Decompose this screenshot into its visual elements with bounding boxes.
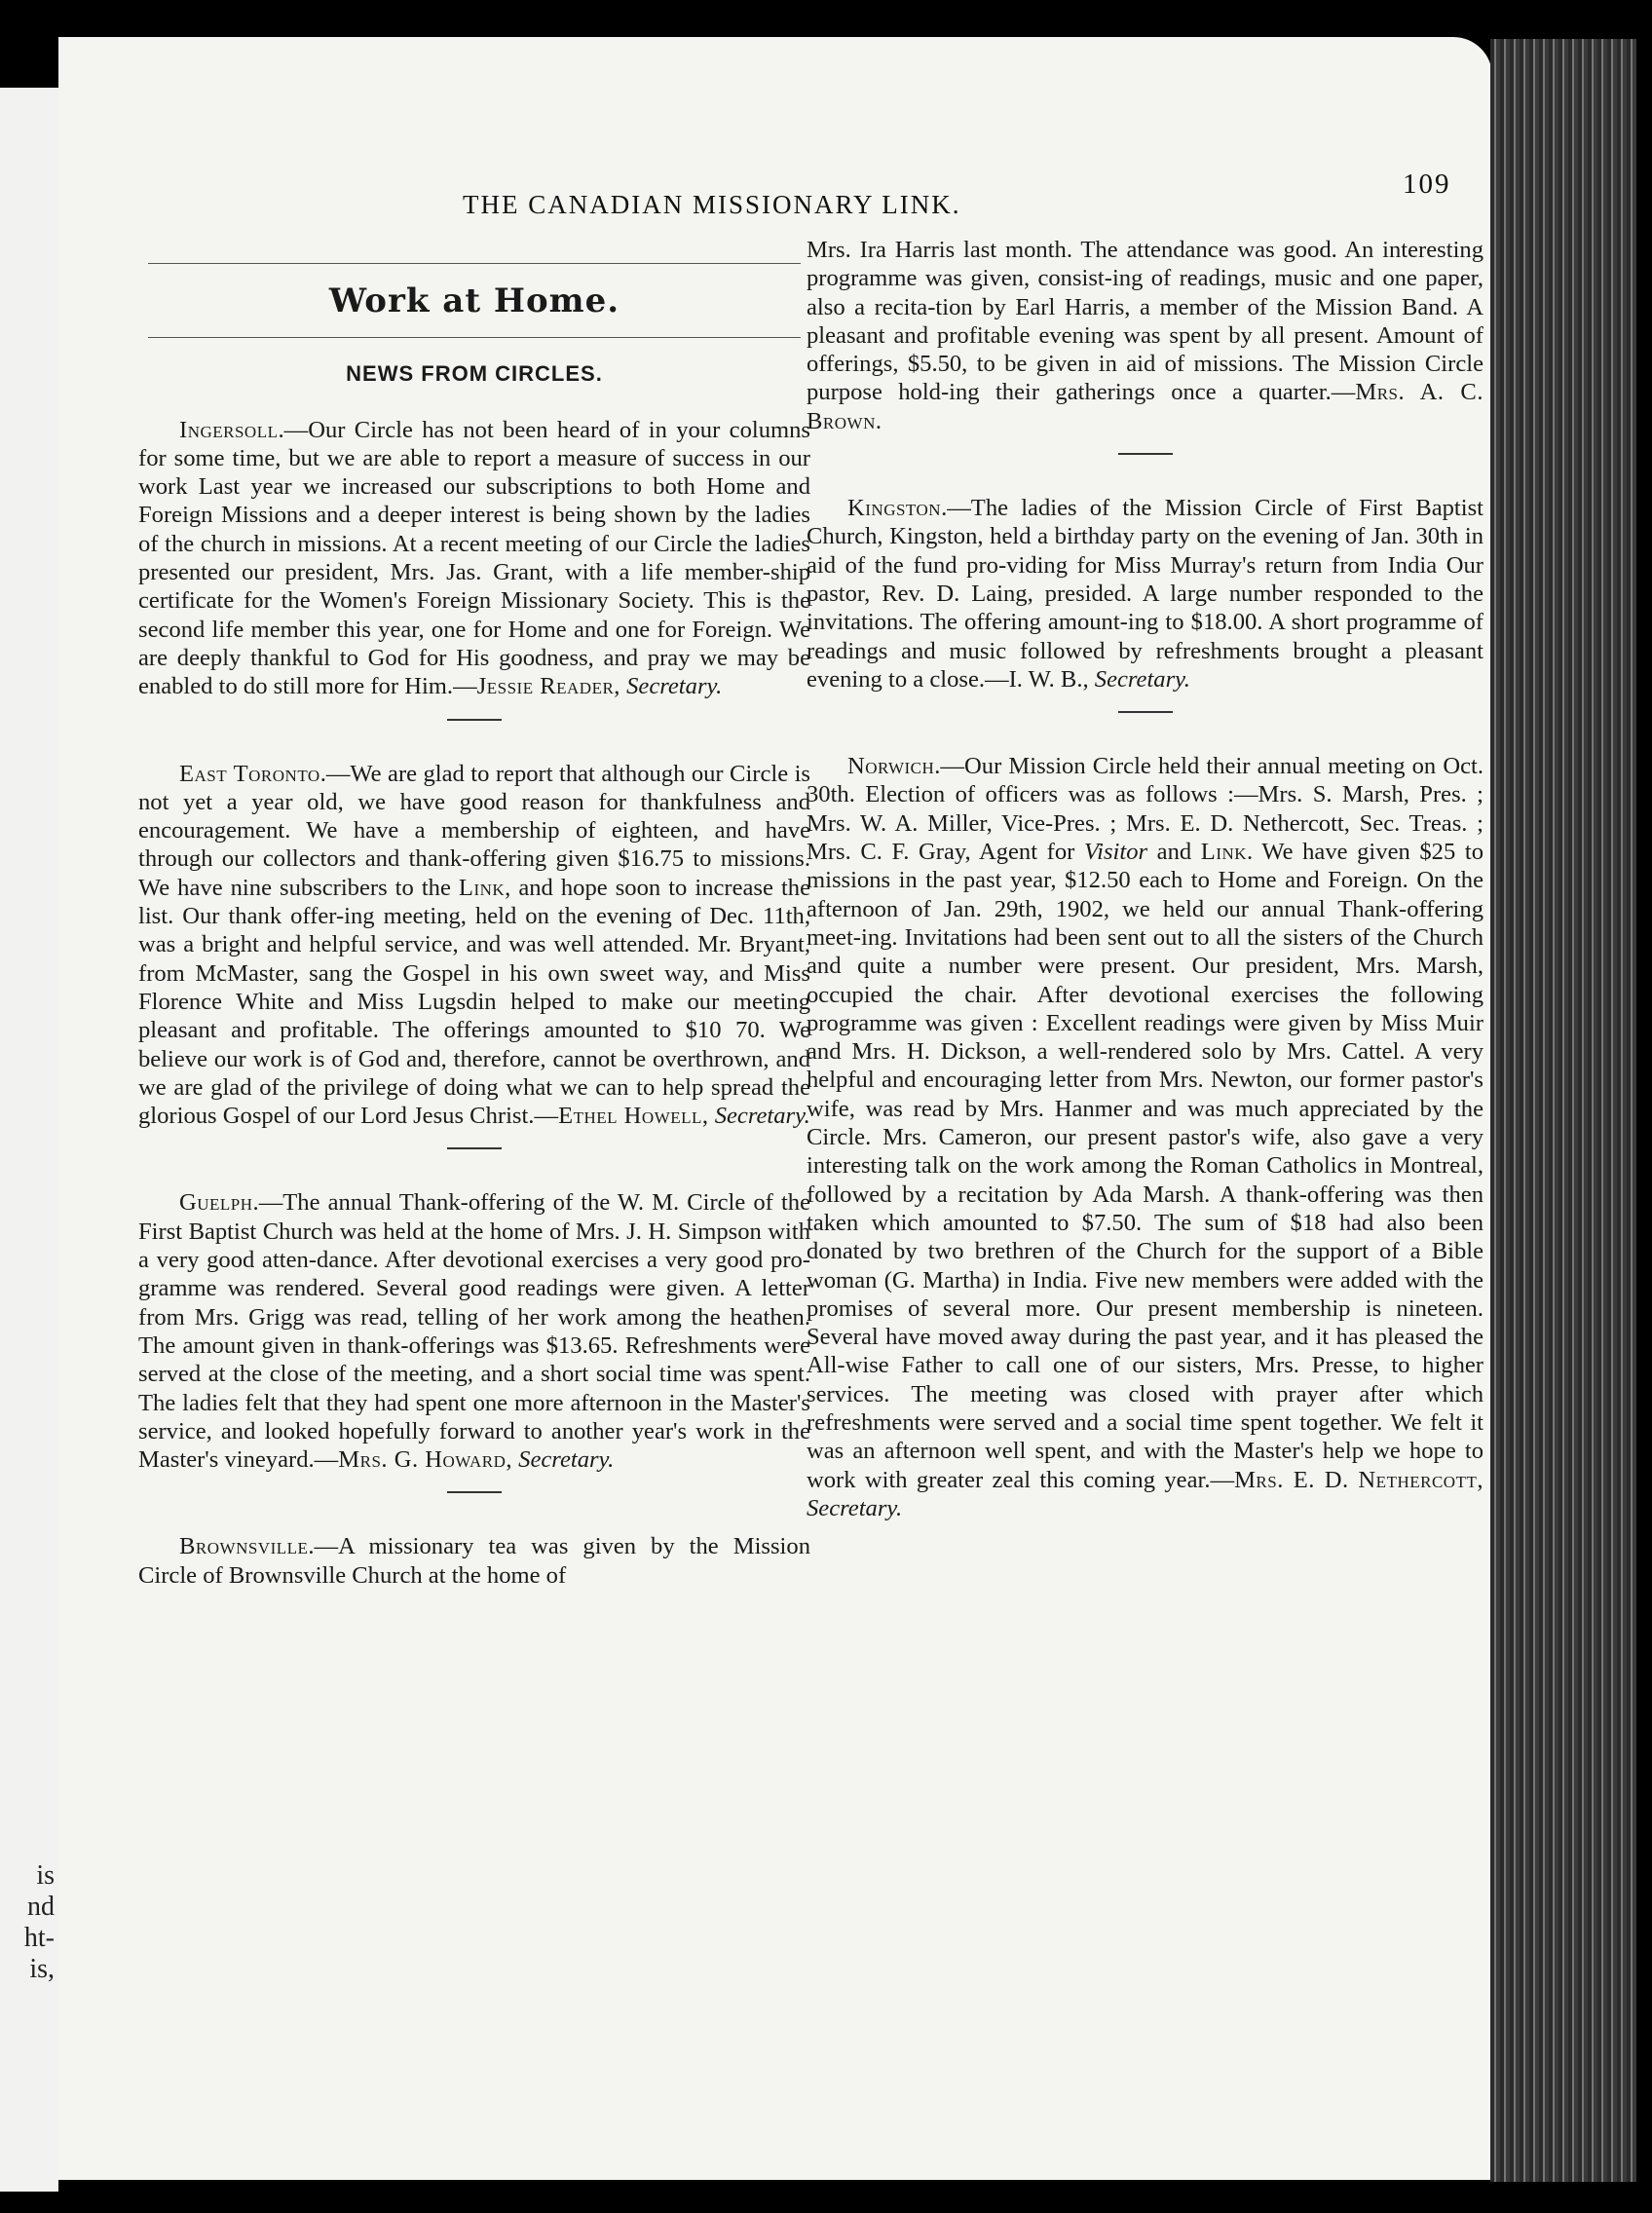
article-brownsville-cont xyxy=(807,236,1483,435)
divider xyxy=(148,337,801,338)
article-norwich xyxy=(807,752,1483,1522)
separator xyxy=(447,1491,502,1493)
left-column xyxy=(138,255,810,1590)
margin-fragment: ht- xyxy=(23,1923,55,1953)
article-body: .—Our Mission Circle held their annual meeting on Oct. 30th. Election of officers was as follows :—Mrs. S. Marsh, Pres. ; Mrs. W. A. Miller, Vice-Pres. ; Mrs. E. D. Nethercott, Sec. Treas. ; Mrs. C. F. Gray, Agent for xyxy=(807,753,1483,866)
place-name: Ingersoll xyxy=(179,416,279,443)
article-body: .—We are glad to report that although our Circle is not yet a year old, we have good reason for thankfulness and encouragement. We have a membership of eighteen, and have through our collectors and thank-offering given $16.75 to missions. We have nine subscribers to the xyxy=(138,760,810,901)
signer-role: Secretary. xyxy=(518,1446,615,1474)
separator xyxy=(447,719,502,721)
article-body: . We have given $25 to missions in the past year, $12.50 each to Home and Foreign. On the afternoon of Jan. 29th, 1902, we held our annual Thank-offering meet-ing. Invitations had been sent out to all the sisters of the Church and quite a number were present. Our president, Mrs. Marsh, occupied the chair. After devotional exercises the following programme was given : Excellent readings were given by Miss Muir and Mrs. H. Dickson, a well-rendered solo by Mrs. Cattel. A very helpful and encouraging letter from Mrs. Newton, our former pastor's wife, was read by Mrs. Hanmer and was much appreciated by the Circle. Mrs. Cameron, our present pastor's wife, also gave a very interesting talk on the work among the Roman Catholics in Montreal, followed by a recitation by Ada Marsh. A thank-offering was then taken which amounted to $7.50. The sum of $18 had also been donated by two brethren of the Church for the support of a Bible woman (G. Martha) in India. Five new members were added with the promises of several more. Our present membership is nineteen. Several have moved away during the past year, and it has pleased the All-wise Father to call one of our sisters, Mrs. Presse, to higher services. The meeting was closed with prayer after which refreshments were served and a social time spent together. We felt it was an afternoon well spent, and with the Master's help we hope to work with greater zeal this coming year.— xyxy=(807,839,1483,1493)
signer-role: Secretary. xyxy=(714,1103,810,1130)
page-number: 109 xyxy=(1403,169,1451,200)
link-word: Link xyxy=(1200,839,1248,866)
margin-fragment: is xyxy=(36,1860,55,1891)
signer: Ethel Howell, xyxy=(558,1103,709,1130)
place-name: Guelph xyxy=(179,1189,253,1217)
visitor-word: Visitor xyxy=(1083,839,1148,866)
signer-role: Secretary. xyxy=(807,1494,903,1521)
place-name: East Toronto xyxy=(179,760,320,787)
article-kingston xyxy=(807,494,1483,694)
article-body: .—Our Circle has not been heard of in your columns for some time, but we are able to report a measure of success in our work Last year we increased our subscriptions to both Home and Foreign Missions and a deeper interest is being shown by the ladies of the church in missions. At a recent meeting of our Circle the ladies presented our president, Mrs. Jas. Grant, with a life member-ship certificate for the Women's Foreign Missionary Society. This is the second life member this year, one for Home and one for Foreign. We are deeply thankful to God for His goodness, and pray we may be enabled to do still more for Him.— xyxy=(138,416,810,700)
signer-role: Secretary. xyxy=(626,673,723,700)
article-body: , and hope soon to increase the list. Our thank offer-ing meeting, held on the evening of Dec. 11th, was a bright and helpful service, and was well attended. Mr. Bryant, from McMaster, sang the Gospel in his own sweet way, and Miss Florence White and Miss Lugsdin helped to make our meeting pleasant and profitable. The offerings amounted to $10 70. We believe our work is of God and, therefore, cannot be overthrown, and we are glad of the privilege of doing what we can to help spread the glorious Gospel of our Lord Jesus Christ.— xyxy=(138,874,810,1130)
section-subtitle: NEWS FROM CIRCLES. xyxy=(346,361,603,387)
book-page-edges xyxy=(1490,39,1636,2182)
article-guelph xyxy=(138,1188,810,1474)
section-title: Work at Home. xyxy=(328,281,620,320)
article-body: and xyxy=(1147,839,1201,866)
place-name: Norwich xyxy=(847,753,935,780)
divider xyxy=(148,263,801,264)
place-name: Brownsville xyxy=(179,1533,309,1560)
right-column xyxy=(807,236,1483,1522)
margin-fragment: is, xyxy=(29,1954,55,1984)
signer: Jessie Reader, xyxy=(476,673,620,700)
signer: Mrs. G. Howard, xyxy=(338,1446,512,1474)
margin-fragment: nd xyxy=(27,1892,55,1922)
link-word: Link xyxy=(458,874,506,901)
running-title: THE CANADIAN MISSIONARY LINK. xyxy=(463,190,961,219)
place-name: Kingston xyxy=(847,495,942,522)
separator xyxy=(1118,711,1173,713)
article-body: .—The ladies of the Mission Circle of First Baptist Church, Kingston, held a birthday party on the evening of Jan. 30th in aid of the fund pro-viding for Miss Murray's return from India Our pastor, Rev. D. Laing, presided. A large number responded to the invitations. The offering amount-ing to $18.00. A short programme of readings and music followed by refreshments brought a pleasant evening to a close.—I. W. B., xyxy=(807,495,1483,693)
separator xyxy=(1118,453,1173,455)
signer-role: Secretary. xyxy=(1094,665,1190,693)
signer: Mrs. A. C. Brown. xyxy=(807,379,1483,434)
article-brownsville-start xyxy=(138,1532,810,1590)
article-body: Mrs. Ira Harris last month. The attendance was good. An interesting programme was given, consist-ing of readings, music and one paper, also a recita-tion by Earl Harris, a member of the Mission Band. A pleasant and profitable evening was spent by all present. Amount of offerings, $5.50, to be given in aid of missions. The Mission Circle purpose hold-ing their gatherings once a quarter.— xyxy=(807,237,1483,406)
article-east-toronto xyxy=(138,760,810,1131)
separator xyxy=(447,1147,502,1149)
signer: Mrs. E. D. Nethercott, xyxy=(1234,1466,1483,1493)
left-page-sliver xyxy=(0,88,58,2192)
article-body: .—The annual Thank-offering of the W. M. Circle of the First Baptist Church was held at the home of Mrs. J. H. Simpson with a very good atten-dance. After devotional exercises a very good pro-gramme was rendered. Several good readings were given. A letter from Mrs. Grigg was read, telling of her work among the heathen. The amount given in thank-offerings was $13.65. Refreshments were served at the close of the meeting, and a short social time was spent. The ladies felt that they had spent one more afternoon in the Master's service, and looked hopefully forward to another year's work in the Master's vineyard.— xyxy=(138,1189,810,1474)
article-ingersoll xyxy=(138,416,810,701)
article-body: .—A missionary tea was given by the Mission Circle of Brownsville Church at the home of xyxy=(138,1533,810,1589)
